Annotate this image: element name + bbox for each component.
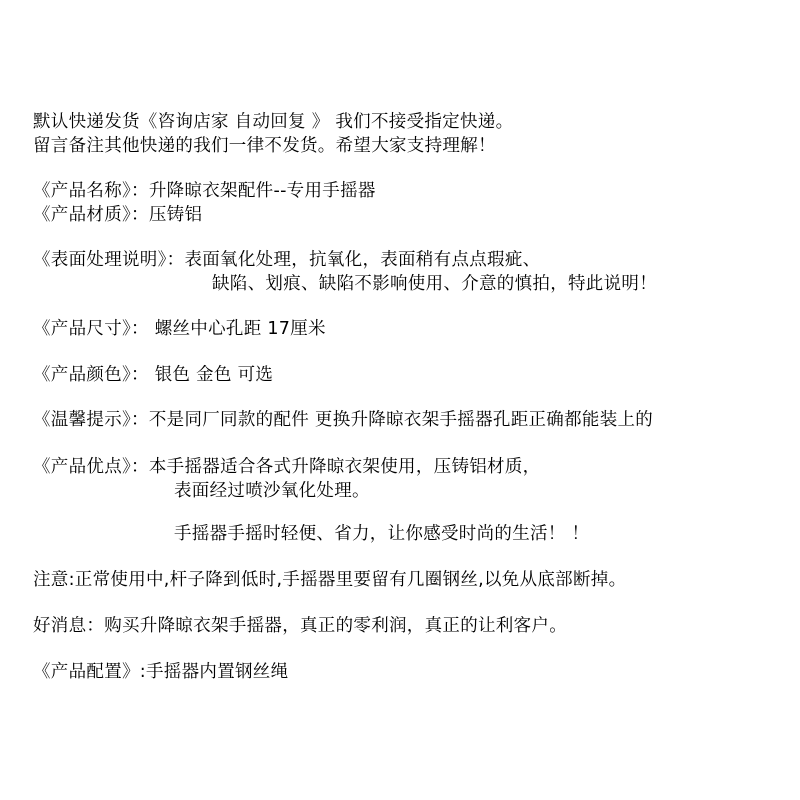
product-size: 《产品尺寸》： 螺丝中心孔距 17厘米 — [33, 319, 326, 339]
product-material: 《产品材质》：压铸铝 — [33, 205, 203, 225]
good-news: 好消息：购买升降晾衣架手摇器，真正的零利润，真正的让利客户。 — [33, 616, 567, 636]
shipping-notice-line-1: 默认快递发货《咨询店家 自动回复 》 我们不接受指定快递。 — [33, 112, 514, 132]
advantages-line-1: 《产品优点》：本手摇器适合各式升降晾衣架使用，压铸铝材质， — [33, 457, 541, 477]
advantages-line-3: 手摇器手摇时轻便、省力，让你感受时尚的生活！ ！ — [174, 524, 590, 544]
surface-treatment-line-1: 《表面处理说明》：表面氧化处理，抗氧化，表面稍有点点瑕疵、 — [33, 250, 541, 270]
warm-tip: 《温馨提示》：不是同厂同款的配件 更换升降晾衣架手摇器孔距正确都能装上的 — [33, 410, 654, 430]
advantages-line-2: 表面经过喷沙氧化处理。 — [174, 481, 370, 501]
product-color: 《产品颜色》： 银色 金色 可选 — [33, 365, 274, 385]
product-configuration: 《产品配置》:手摇器内置钢丝绳 — [33, 662, 289, 682]
surface-treatment-line-2: 缺陷、划痕、缺陷不影响使用、介意的慎拍，特此说明！ — [212, 274, 657, 294]
shipping-notice-line-2: 留言备注其他快递的我们一律不发货。希望大家支持理解！ — [33, 136, 496, 156]
caution-note: 注意:正常使用中,杆子降到低时,手摇器里要留有几圈钢丝,以免从底部断掉。 — [33, 570, 627, 590]
product-name: 《产品名称》：升降晾衣架配件--专用手摇器 — [33, 181, 376, 201]
